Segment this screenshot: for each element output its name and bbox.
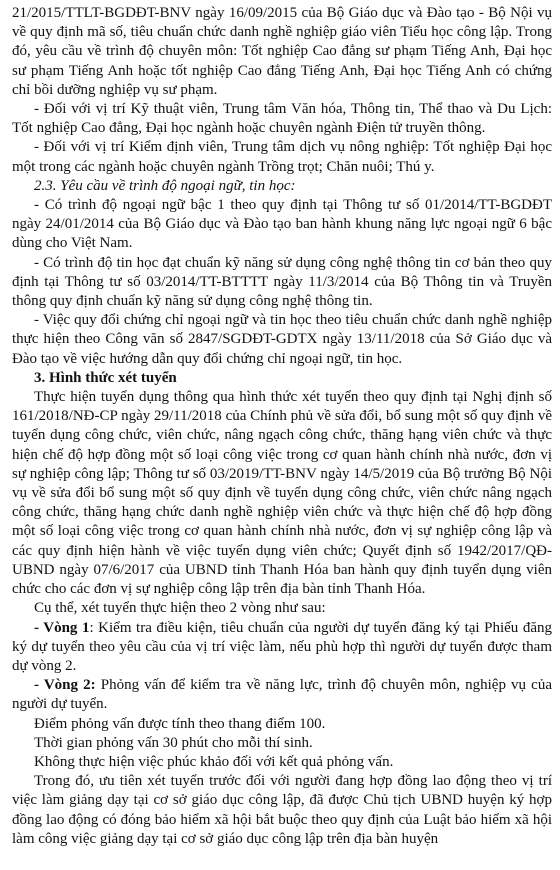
round-1-text: : Kiểm tra điều kiện, tiêu chuẩn của người dự tuyển đăng ký tại Phiếu đăng ký dự tuyển theo yêu cầu của vị trí việc làm, nếu phù hợp thì người dự tuyển được tham dự vòng 2.	[12, 619, 552, 674]
section-heading-2-3: 2.3. Yêu cầu về trình độ ngoại ngữ, tin học:	[34, 177, 296, 194]
paragraph: Không thực hiện việc phúc khảo đối với kết quả phỏng vấn.	[34, 753, 394, 770]
paragraph: 21/2015/TTLT-BGDĐT-BNV ngày 16/09/2015 của Bộ Giáo dục và Đào tạo - Bộ Nội vụ về quy định mã số, tiêu chuẩn chức danh nghề nghiệp giáo viên Tiểu học công lập. Trong đó, yêu cầu về trình độ chuyên môn: Tốt nghiệp Cao đẳng sư phạm Tiếng Anh, Đại học sư phạm Tiếng Anh hoặc tốt nghiệp Cao đẳng Tiếng Anh, Đại học Tiếng Anh có chứng chỉ bồi dưỡng nghiệp vụ sư phạm.	[12, 5, 552, 98]
paragraph: Trong đó, ưu tiên xét tuyển trước đối với người đang hợp đồng lao động theo vị trí việc làm giảng dạy tại cơ sở giáo dục công lập, đã được Chủ tịch UBND huyện ký hợp đồng lao động có đóng bảo hiểm xã hội bắt buộc theo quy định của Luật bảo hiểm xã hội làm công việc giảng dạy tại cơ sở giáo dục công lập trên địa bàn huyện	[12, 773, 552, 847]
paragraph: - Việc quy đổi chứng chỉ ngoại ngữ và tin học theo tiêu chuẩn chức danh nghề nghiệp thực hiện theo Công văn số 2847/SGDĐT-GDTX ngày 13/11/2018 của Sở Giáo dục và Đào tạo về việc hướng dẫn quy đổi chứng chỉ ngoại ngữ, tin học.	[12, 312, 552, 367]
round-1-label: - Vòng 1	[34, 619, 90, 636]
round-1-paragraph	[12, 619, 552, 677]
round-2-label: - Vòng 2:	[34, 677, 96, 694]
paragraph: Thực hiện tuyển dụng thông qua hình thức xét tuyển theo quy định tại Nghị định số 161/2018/NĐ-CP ngày 29/11/2018 của Chính phủ về sửa đổi, bổ sung một số quy định về tuyển dụng công chức, viên chức, nâng ngạch công chức, thăng hạng viên chức và thực hiện chế độ hợp đồng một số loại công việc trong cơ quan hành chính nhà nước, đơn vị sự nghiệp công lập; Thông tư số 03/2019/TT-BNV ngày 14/5/2019 của Bộ trưởng Bộ Nội vụ về sửa đổi bổ sung một số quy định về tuyển dụng công chức, viên chức nâng ngạch công chức, thăng hạng chức danh nghề nghiệp viên chức và thực hiện chế độ hợp đồng một số loại công việc trong cơ quan hành chính nhà nước, đơn vị sự nghiệp công lập và các quy định hiện hành về việc tuyển dụng viên chức; Quyết định số 1942/2017/QĐ-UBND ngày 07/6/2017 của UBND tỉnh Thanh Hóa ban hành quy định tuyển dụng viên chức cho các đơn vị sự nghiệp công lập trên địa bàn tỉnh Thanh Hóa.	[12, 389, 552, 598]
paragraph: - Đối với vị trí Kỹ thuật viên, Trung tâm Văn hóa, Thông tin, Thể thao và Du Lịch: Tốt nghiệp Cao đẳng, Đại học ngành hoặc chuyên ngành Điện tử truyền thông.	[12, 101, 552, 137]
paragraph: - Có trình độ tin học đạt chuẩn kỹ năng sử dụng công nghệ thông tin cơ bản theo quy định tại Thông tư số 03/2014/TT-BTTTT ngày 11/3/2014 của Bộ Thông tin và Truyền thông quy định chuẩn kỹ năng sử dụng công nghệ thông tin.	[12, 254, 552, 310]
paragraph: Thời gian phỏng vấn 30 phút cho mỗi thí sinh.	[34, 734, 313, 751]
paragraph: Điểm phỏng vấn được tính theo thang điểm 100.	[34, 715, 326, 732]
paragraph: Cụ thể, xét tuyển thực hiện theo 2 vòng như sau:	[34, 600, 326, 617]
paragraph: - Có trình độ ngoại ngữ bậc 1 theo quy định tại Thông tư số 01/2014/TT-BGDĐT ngày 24/01/2014 của Bộ Giáo dục và Đào tạo ban hành khung năng lực ngoại ngữ 6 bậc dùng cho Việt Nam.	[12, 197, 552, 252]
paragraph: - Đối với vị trí Kiểm định viên, Trung tâm dịch vụ nông nghiệp: Tốt nghiệp Đại học một trong các ngành hoặc chuyên ngành Trồng trọt; Chăn nuôi; Thú y.	[12, 139, 552, 175]
round-2-paragraph	[12, 676, 552, 714]
section-heading-3: 3. Hình thức xét tuyển	[34, 369, 177, 386]
round-2-text: Phỏng vấn để kiểm tra về năng lực, trình độ chuyên môn, nghiệp vụ của người dự tuyển.	[12, 677, 552, 713]
